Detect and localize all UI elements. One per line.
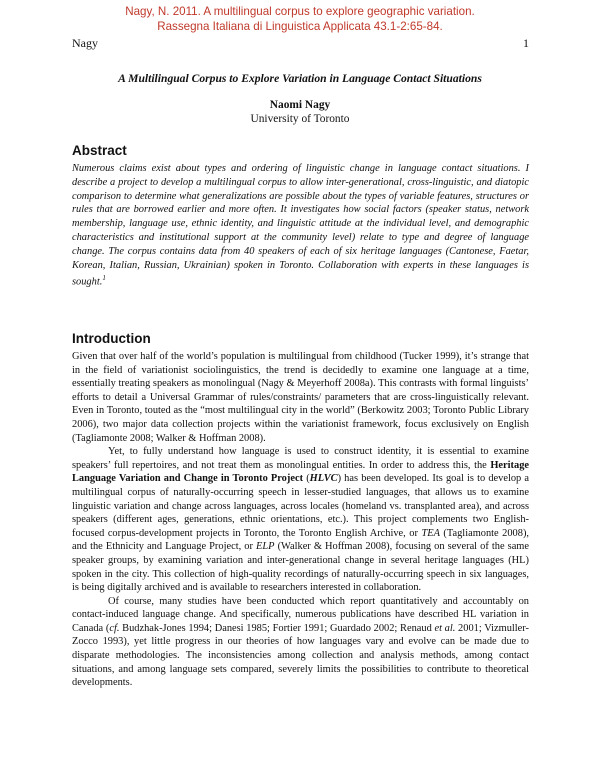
author-name: Naomi Nagy <box>269 99 331 111</box>
introduction-body <box>72 350 529 690</box>
author-affiliation: University of Toronto <box>250 113 350 125</box>
abstract-body: Numerous claims exist about types and ordering of linguistic change in language contact situations. I describe a project to develop a multilingual corpus to allow inter-generational, cross-linguistic, and diatopic comparison to determine what generalizations are possible about the types of variable features, structures or rules that are borrowed earlier and more often. It investigates how social factors (speaker status, network membership, language use, ethnic identity, and linguistic attitude at the individual level, and demographic characteristics and institutional support at the community level) relate to type and degree of language change. The corpus contains data from 40 speakers of each of six heritage languages (Cantonese, Faetar, Korean, Italian, Russian, Ukrainian) spoken in Toronto. Collaboration with experts in these languages is sought. <box>72 163 529 288</box>
paragraph-1: Given that over half of the world’s population is multilingual from childhood (Tucker 1999), it’s strange that in the field of variationist sociolinguistics, the trend is decidedly to examine one language at a time, essentially treating speakers as monolingual (Nagy & Meyerhoff 2008a). This contrasts with formal linguists’ efforts to detail a Universal Grammar of rules/constraints/ parameters that are cross-linguistically relevant. Even in Toronto, touted as the “most multilingual city in the world” (Berkowitz 2003; Toronto Public Library 2006), two major data collection projects within the variationist framework, focus exclusively on English (Tagliamonte 2008; Walker & Hoffman 2008). <box>72 351 529 444</box>
text-span: (Tagliamonte 2008), and the Ethnicity and Language Project, or <box>72 527 530 553</box>
footnote-marker[interactable]: 1 <box>102 274 106 283</box>
paper-title: A Multilingual Corpus to Explore Variation in Language Contact Situations <box>118 72 482 85</box>
citation-header <box>0 4 600 34</box>
text-span: 2001; Vizmuller-Zocco 1993), yet little progress in our theories of how languages vary and evolve can be made due to disparate methodologies. The inconsistencies among collection and analysis methods, among contact situations, and among language sets compared, severely limits the possibilities to contribute to theoretical developments. <box>72 622 529 689</box>
text-span: Of course, many studies have been conducted which report quantitatively and accountably on contact-induced language change. And specifically, numerous publications have described HL variation in Canada ( <box>72 595 529 634</box>
citation-line-2: Rassegna Italiana di Linguistica Applicata 43.1-2:65-84. <box>157 20 443 33</box>
text-span: (Walker & Hoffman 2008), focusing on several of the same speaker groups, by examining variation and inter-generational change in several heritage languages (HL) spoken in the city. This collection of high-quality recordings of naturally-occurring speech in six languages, is being digitally archived and is available to researchers interested in collaboration. <box>72 541 530 594</box>
abstract-heading: Abstract <box>72 143 127 158</box>
page-number: 1 <box>523 36 529 50</box>
paragraph-3 <box>72 595 529 690</box>
tea-abbreviation: TEA <box>421 527 440 539</box>
elp-abbreviation: ELP <box>256 541 275 553</box>
text-span: Yet, to fully understand how language is used to construct identity, it is essential to examine speakers’ full repertoires, and not treat them as monolingual entities. In order to address this, the <box>72 446 529 471</box>
text-span: Budzhak-Jones 1994; Danesi 1985; Fortier 1991; Guardado 2002; Renaud <box>119 622 435 634</box>
abstract-text <box>72 162 529 290</box>
et-al-abbreviation: et al. <box>434 622 456 634</box>
paragraph-2 <box>72 445 529 595</box>
project-name: Heritage Language Variation and Change in Toronto Project <box>72 459 529 485</box>
introduction-heading: Introduction <box>72 331 151 346</box>
text-span: ( <box>303 473 310 485</box>
cf-abbreviation: cf. <box>109 622 120 634</box>
text-span: ) has been developed. Its goal is to develop a multilingual corpus of naturally-occurring speech in lesser-studied languages, that allows us to examine linguistic variation and change across languages, across locales (homeland vs. transplanted area), and across speakers (different ages, generations, ethnic orientations, etc.). This project complements two English-focused corpus-development projects in Toronto, the Toronto English Archive, or <box>72 473 529 539</box>
citation-line-1: Nagy, N. 2011. A multilingual corpus to explore geographic variation. <box>125 5 475 18</box>
project-abbreviation: HLVC <box>309 473 338 485</box>
running-head: Nagy <box>72 36 98 50</box>
